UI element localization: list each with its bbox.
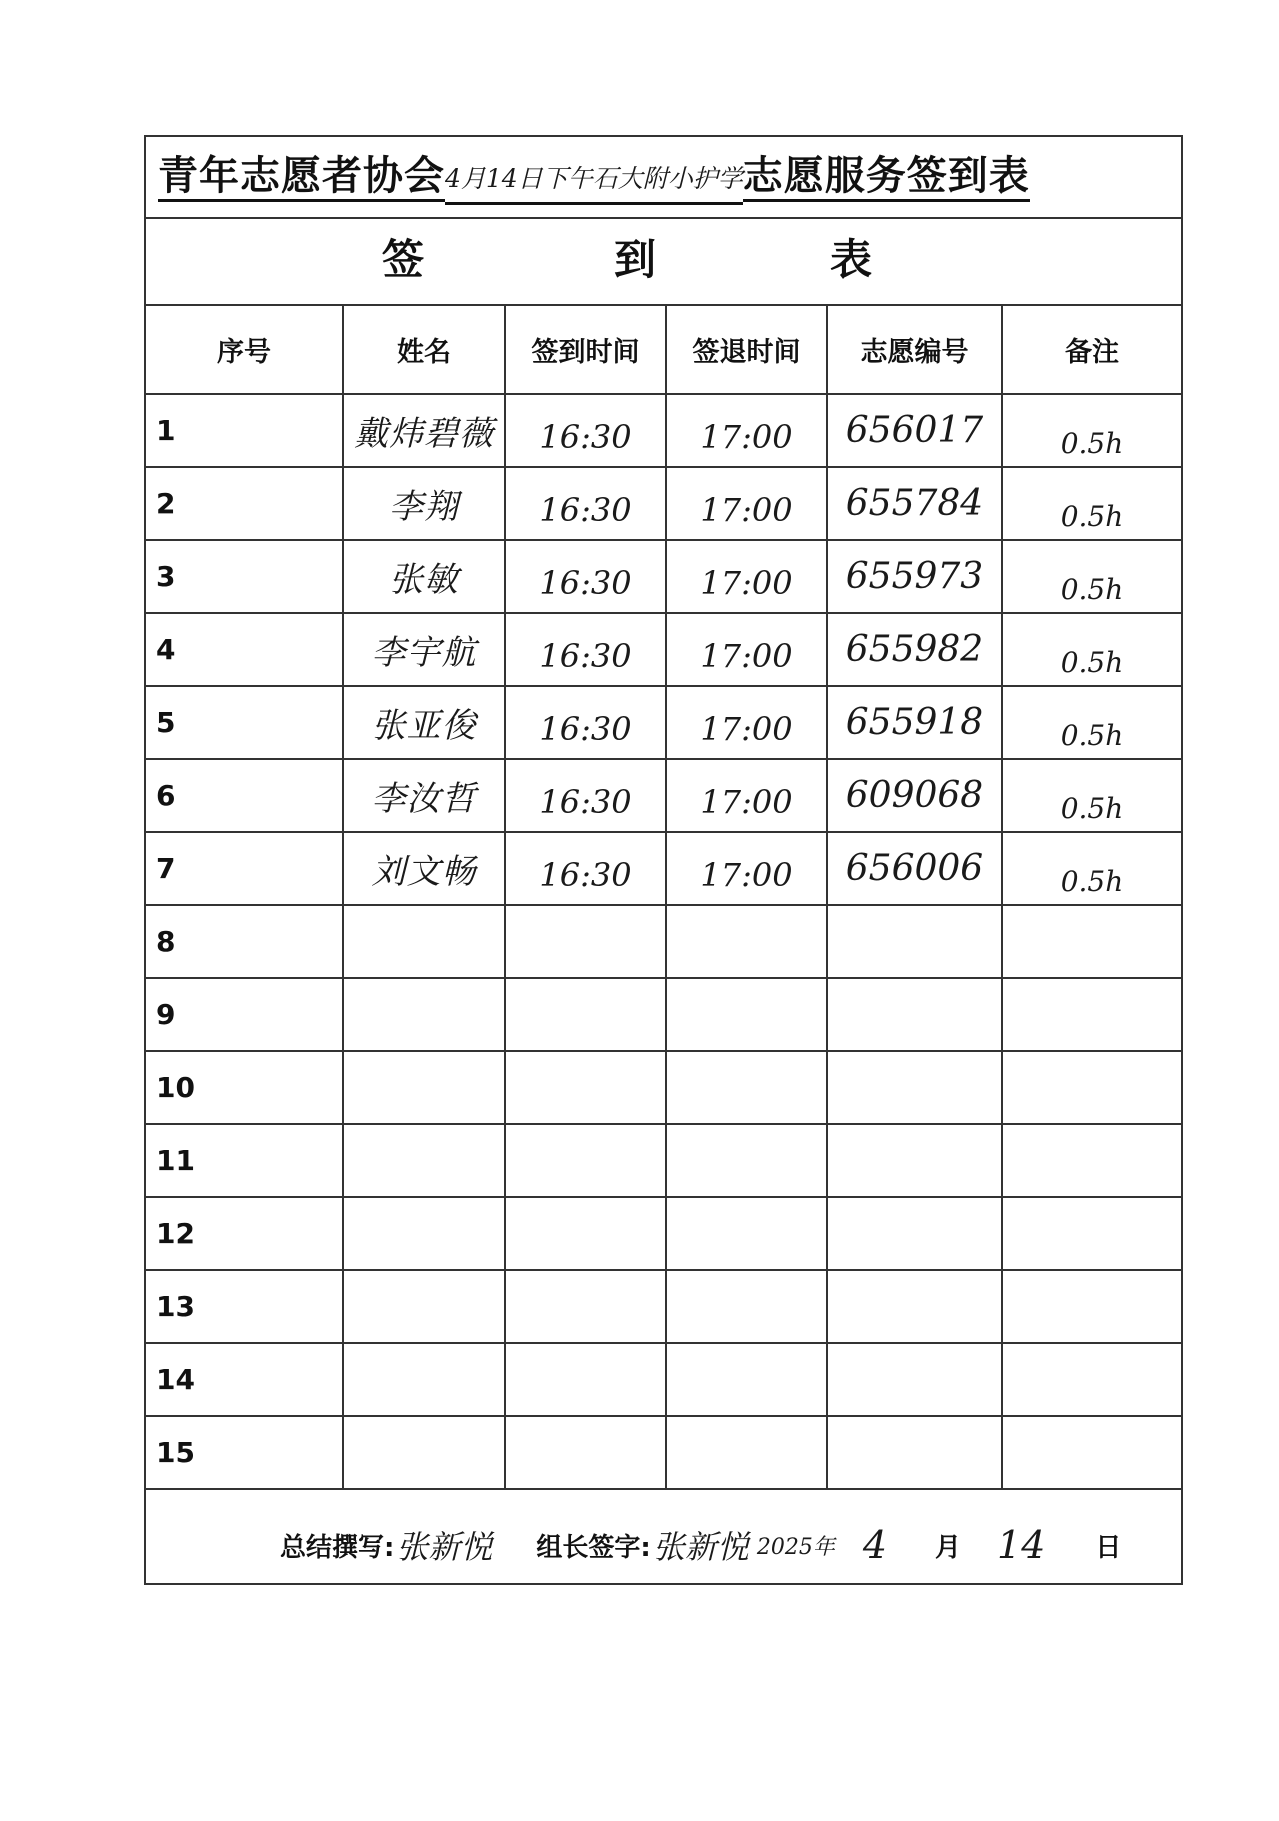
subtitle-char-1: 签 xyxy=(382,235,425,284)
cell-volunteer-id: 609068 xyxy=(827,759,1002,832)
cell-checkin: 16:30 xyxy=(505,686,666,759)
cell-name: 戴炜碧薇 xyxy=(343,394,505,467)
table-row xyxy=(146,832,1181,905)
cell-volunteer-id: 656017 xyxy=(827,394,1002,467)
leader-signature-label: 组长签字: xyxy=(536,1532,651,1563)
cell-note: 0.5h xyxy=(1002,394,1181,467)
cell-name: 张敏 xyxy=(343,540,505,613)
month-value: 4 xyxy=(862,1523,888,1567)
cell-name xyxy=(343,1124,505,1197)
cell-seq: 13 xyxy=(146,1270,343,1343)
cell-note: 0.5h xyxy=(1002,686,1181,759)
cell-name xyxy=(343,1051,505,1124)
cell-checkout: 17:00 xyxy=(666,540,827,613)
cell-volunteer-id xyxy=(827,1270,1002,1343)
cell-note xyxy=(1002,978,1181,1051)
cell-volunteer-id xyxy=(827,1124,1002,1197)
cell-checkout xyxy=(666,1416,827,1489)
cell-checkout xyxy=(666,1270,827,1343)
cell-name: 张亚俊 xyxy=(343,686,505,759)
table-row xyxy=(146,1270,1181,1343)
cell-checkin: 16:30 xyxy=(505,540,666,613)
day-value: 14 xyxy=(997,1523,1046,1567)
subtitle-row xyxy=(146,219,1181,306)
cell-seq: 15 xyxy=(146,1416,343,1489)
cell-volunteer-id: 655918 xyxy=(827,686,1002,759)
cell-name xyxy=(343,1343,505,1416)
cell-seq: 8 xyxy=(146,905,343,978)
title-suffix: 志愿服务签到表 xyxy=(743,153,1030,202)
summary-author-signature: 张新悦 xyxy=(396,1528,493,1566)
cell-name xyxy=(343,1197,505,1270)
cell-volunteer-id xyxy=(827,1416,1002,1489)
cell-checkin xyxy=(505,1124,666,1197)
cell-note: 0.5h xyxy=(1002,540,1181,613)
cell-checkout: 17:00 xyxy=(666,467,827,540)
cell-volunteer-id xyxy=(827,978,1002,1051)
table-row xyxy=(146,1343,1181,1416)
cell-name: 李宇航 xyxy=(343,613,505,686)
header-note: 备注 xyxy=(1002,306,1181,394)
cell-checkout: 17:00 xyxy=(666,686,827,759)
cell-checkin: 16:30 xyxy=(505,759,666,832)
summary-author-label: 总结撰写: xyxy=(280,1532,395,1563)
subtitle-char-2: 到 xyxy=(614,235,657,284)
cell-checkin xyxy=(505,1270,666,1343)
table-row xyxy=(146,540,1181,613)
sign-in-sheet xyxy=(144,135,1183,1585)
table-row xyxy=(146,1416,1181,1489)
header-checkout: 签退时间 xyxy=(666,306,827,394)
subtitle-char-3: 表 xyxy=(830,235,873,284)
cell-note: 0.5h xyxy=(1002,832,1181,905)
table-row xyxy=(146,686,1181,759)
cell-seq: 6 xyxy=(146,759,343,832)
cell-checkout: 17:00 xyxy=(666,832,827,905)
cell-name xyxy=(343,905,505,978)
cell-checkout xyxy=(666,1197,827,1270)
table-row xyxy=(146,467,1181,540)
cell-checkout xyxy=(666,978,827,1051)
cell-note xyxy=(1002,1416,1181,1489)
cell-checkout xyxy=(666,905,827,978)
cell-name: 刘文畅 xyxy=(343,832,505,905)
cell-checkin: 16:30 xyxy=(505,467,666,540)
cell-seq: 1 xyxy=(146,394,343,467)
cell-checkin: 16:30 xyxy=(505,613,666,686)
cell-volunteer-id xyxy=(827,1343,1002,1416)
cell-note: 0.5h xyxy=(1002,759,1181,832)
cell-note xyxy=(1002,1197,1181,1270)
cell-checkout xyxy=(666,1124,827,1197)
cell-note xyxy=(1002,1343,1181,1416)
cell-checkout: 17:00 xyxy=(666,394,827,467)
cell-seq: 7 xyxy=(146,832,343,905)
month-label: 月 xyxy=(935,1532,962,1563)
cell-name: 李汝哲 xyxy=(343,759,505,832)
cell-checkin xyxy=(505,1343,666,1416)
day-label: 日 xyxy=(1095,1532,1122,1563)
cell-checkout xyxy=(666,1343,827,1416)
cell-seq: 5 xyxy=(146,686,343,759)
cell-note: 0.5h xyxy=(1002,613,1181,686)
footer-row xyxy=(146,1507,1181,1583)
cell-volunteer-id: 655973 xyxy=(827,540,1002,613)
cell-name: 李翔 xyxy=(343,467,505,540)
cell-seq: 14 xyxy=(146,1343,343,1416)
cell-note xyxy=(1002,905,1181,978)
cell-note xyxy=(1002,1124,1181,1197)
cell-seq: 11 xyxy=(146,1124,343,1197)
cell-checkout: 17:00 xyxy=(666,759,827,832)
header-volunteer-id: 志愿编号 xyxy=(827,306,1002,394)
cell-name xyxy=(343,1270,505,1343)
title-row xyxy=(146,137,1181,219)
header-row xyxy=(146,306,1181,394)
table-row xyxy=(146,905,1181,978)
leader-signature: 张新悦 xyxy=(652,1528,749,1566)
cell-checkin xyxy=(505,905,666,978)
year-value: 2025年 xyxy=(756,1534,835,1560)
cell-seq: 3 xyxy=(146,540,343,613)
header-name: 姓名 xyxy=(343,306,505,394)
cell-volunteer-id xyxy=(827,1197,1002,1270)
sign-in-table xyxy=(146,306,1181,1490)
header-checkin: 签到时间 xyxy=(505,306,666,394)
cell-note xyxy=(1002,1270,1181,1343)
table-row xyxy=(146,613,1181,686)
cell-seq: 10 xyxy=(146,1051,343,1124)
cell-note xyxy=(1002,1051,1181,1124)
cell-name xyxy=(343,1416,505,1489)
table-row xyxy=(146,978,1181,1051)
cell-volunteer-id: 655982 xyxy=(827,613,1002,686)
cell-checkout: 17:00 xyxy=(666,613,827,686)
cell-volunteer-id: 655784 xyxy=(827,467,1002,540)
cell-seq: 12 xyxy=(146,1197,343,1270)
cell-checkout xyxy=(666,1051,827,1124)
header-seq: 序号 xyxy=(146,306,343,394)
cell-seq: 2 xyxy=(146,467,343,540)
cell-checkin xyxy=(505,1197,666,1270)
cell-checkin: 16:30 xyxy=(505,394,666,467)
cell-checkin xyxy=(505,1416,666,1489)
cell-volunteer-id xyxy=(827,905,1002,978)
cell-note: 0.5h xyxy=(1002,467,1181,540)
table-row xyxy=(146,1124,1181,1197)
title-prefix: 青年志愿者协会 xyxy=(158,153,445,202)
title-handwritten-event: 4月14日下午石大附小护学 xyxy=(445,150,743,205)
table-row xyxy=(146,1197,1181,1270)
cell-seq: 4 xyxy=(146,613,343,686)
cell-name xyxy=(343,978,505,1051)
cell-checkin xyxy=(505,1051,666,1124)
cell-volunteer-id: 656006 xyxy=(827,832,1002,905)
table-row xyxy=(146,759,1181,832)
cell-volunteer-id xyxy=(827,1051,1002,1124)
cell-checkin: 16:30 xyxy=(505,832,666,905)
table-row xyxy=(146,394,1181,467)
cell-checkin xyxy=(505,978,666,1051)
table-row xyxy=(146,1051,1181,1124)
cell-seq: 9 xyxy=(146,978,343,1051)
